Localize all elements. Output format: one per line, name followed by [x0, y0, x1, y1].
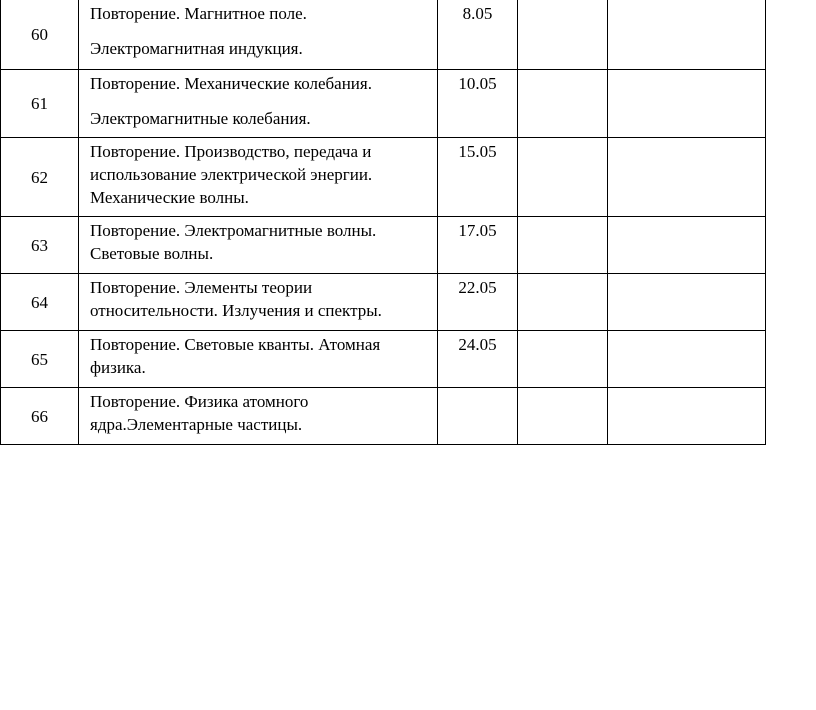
- lesson-date: 22.05: [438, 274, 518, 331]
- lesson-date: 10.05: [438, 70, 518, 138]
- lesson-number: 64: [1, 274, 79, 331]
- table-row: [1, 138, 766, 217]
- lesson-topic: [79, 331, 438, 388]
- table-row: [1, 217, 766, 274]
- topic-line: Повторение. Элементы теории: [90, 278, 313, 297]
- table-row: [1, 274, 766, 331]
- lesson-topic: [79, 388, 438, 445]
- lesson-cell-5: [608, 0, 766, 70]
- lesson-number: 63: [1, 217, 79, 274]
- lesson-number: 60: [1, 0, 79, 70]
- topic-line: Повторение. Магнитное поле.: [90, 4, 307, 23]
- table-row: [1, 388, 766, 445]
- lesson-cell-4: [518, 274, 608, 331]
- lesson-number: 65: [1, 331, 79, 388]
- lesson-date: 15.05: [438, 138, 518, 217]
- lesson-date: 8.05: [438, 0, 518, 70]
- lesson-cell-5: [608, 274, 766, 331]
- topic-line: Световые волны.: [90, 244, 214, 263]
- lesson-topic: [79, 274, 438, 331]
- topic-line: использование электрической энергии.: [90, 165, 373, 184]
- lesson-topic: [79, 138, 438, 217]
- lesson-cell-5: [608, 331, 766, 388]
- lesson-cell-5: [608, 217, 766, 274]
- topic-line: Электромагнитная индукция.: [90, 39, 303, 58]
- lesson-cell-5: [608, 138, 766, 217]
- lesson-date: 17.05: [438, 217, 518, 274]
- lesson-cell-4: [518, 138, 608, 217]
- lesson-number: 61: [1, 70, 79, 138]
- topic-line: Повторение. Световые кванты. Атомная: [90, 335, 381, 354]
- topic-line: относительности. Излучения и спектры.: [90, 301, 382, 320]
- lesson-topic: [79, 70, 438, 138]
- lesson-cell-5: [608, 388, 766, 445]
- lesson-number: 66: [1, 388, 79, 445]
- topic-line: Повторение. Электромагнитные волны.: [90, 221, 377, 240]
- lesson-topic: [79, 217, 438, 274]
- lesson-cell-4: [518, 70, 608, 138]
- topic-line: Повторение. Механические колебания.: [90, 74, 372, 93]
- lesson-cell-4: [518, 331, 608, 388]
- topic-line: Механические волны.: [90, 188, 249, 207]
- lesson-cell-4: [518, 217, 608, 274]
- lesson-date: [438, 388, 518, 445]
- lesson-number: 62: [1, 138, 79, 217]
- topic-line: ядра.Элементарные частицы.: [90, 415, 303, 434]
- lesson-date: 24.05: [438, 331, 518, 388]
- table-row: [1, 0, 766, 70]
- topic-line: Электромагнитные колебания.: [90, 109, 311, 128]
- table-row: [1, 70, 766, 138]
- topic-line: Повторение. Физика атомного: [90, 392, 309, 411]
- lesson-topic: [79, 0, 438, 70]
- topic-line: физика.: [90, 358, 146, 377]
- lesson-cell-5: [608, 70, 766, 138]
- table-row: [1, 331, 766, 388]
- lesson-cell-4: [518, 0, 608, 70]
- topic-line: Повторение. Производство, передача и: [90, 142, 372, 161]
- lesson-cell-4: [518, 388, 608, 445]
